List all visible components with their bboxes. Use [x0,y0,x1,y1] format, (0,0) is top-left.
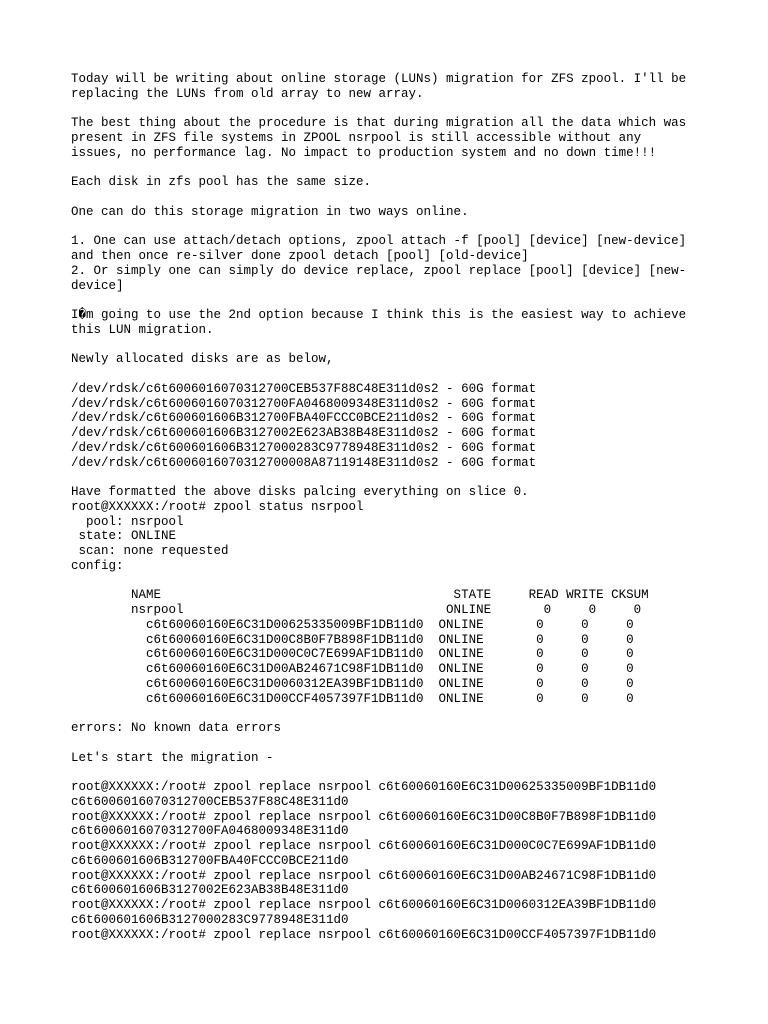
text-line: Newly allocated disks are as below, [71,352,334,367]
text-line: The best thing about the procedure is that during migration all the data which was [71,116,687,131]
blank-line [71,161,761,176]
text-line: c6t6006016070312700FA0468009348E311d0 [71,824,349,839]
text-line: c6t60060160E6C31D00CCF4057397F1DB11d0 ONLINE 0 0 0 [71,691,634,706]
text-line: c6t60060160E6C31D00AB24671C98F1DB11d0 ONLINE 0 0 0 [71,662,634,676]
blank-line [71,574,761,589]
text-line: and then once re-silver done zpool detach [pool] [old-device] [71,249,529,263]
text-line: errors: No known data errors [71,721,282,735]
text-line: 2. Or simply one can simply do device replace, zpool replace [pool] [device] [new- [71,263,687,278]
blank-line [71,338,761,353]
text-line: state: ONLINE [71,529,177,544]
text-line: root@XXXXXX:/root# zpool replace nsrpool c6t60060160E6C31D0060312EA39BF1DB11d0 [71,898,657,912]
document-page [71,72,761,942]
text-line: root@XXXXXX:/root# zpool replace nsrpool c6t60060160E6C31D00C8B0F7B898F1DB11d0 [71,809,657,824]
text-line: Each disk in zfs pool has the same size. [71,175,372,190]
blank-line [71,293,761,308]
text-line: /dev/rdsk/c6t600601606B3127002E623AB38B48E311d0s2 - 60G format [71,426,537,440]
text-line: scan: none requested [71,544,229,558]
text-line: 1. One can use attach/detach options, zpool attach -f [pool] [device] [new-device] [71,234,687,249]
text-line: /dev/rdsk/c6t6006016070312700CEB537F88C48E311d0s2 - 60G format [71,381,537,396]
text-line: root@XXXXXX:/root# zpool replace nsrpool c6t60060160E6C31D00CCF4057397F1DB11d0 [71,927,657,942]
text-line: c6t600601606B3127002E623AB38B48E311d0 [71,883,349,898]
text-line: c6t600601606B312700FBA40FCCC0BCE211d0 [71,853,349,868]
blank-line [71,367,761,382]
text-line: c6t60060160E6C31D00C8B0F7B898F1DB11d0 ONLINE 0 0 0 [71,632,634,647]
text-line: root@XXXXXX:/root# zpool replace nsrpool c6t60060160E6C31D000C0C7E699AF1DB11d0 [71,839,657,853]
text-line: NAME STATE READ WRITE CKSUM [71,588,649,603]
blank-line [71,190,761,205]
blank-line [71,736,761,751]
blank-line [71,102,761,117]
text-line: pool: nsrpool [71,514,184,529]
text-line: root@XXXXXX:/root# zpool replace nsrpool c6t60060160E6C31D00AB24671C98F1DB11d0 [71,868,657,883]
text-line: nsrpool ONLINE 0 0 0 [71,603,642,617]
text-line: Have formatted the above disks palcing everything on slice 0. [71,485,529,499]
text-line: Let's start the migration - [71,750,274,765]
text-line: c6t6006016070312700CEB537F88C48E311d0 [71,794,349,809]
text-line: device] [71,278,124,293]
blank-line [71,470,761,485]
text-line: replacing the LUNs from old array to new array. [71,86,424,101]
text-line: /dev/rdsk/c6t6006016070312700008A87119148E311d0s2 - 60G format [71,455,537,470]
text-line: /dev/rdsk/c6t6006016070312700FA0468009348E311d0s2 - 60G format [71,396,537,411]
blank-line [71,220,761,235]
text-line: I�m going to use the 2nd option because I think this is the easiest way to achieve [71,308,687,322]
text-line: config: [71,558,124,573]
text-line: c6t60060160E6C31D000C0C7E699AF1DB11d0 ONLINE 0 0 0 [71,647,634,662]
text-line: issues, no performance lag. No impact to production system and no down time!!! [71,145,657,160]
text-line: c6t60060160E6C31D00625335009BF1DB11d0 ONLINE 0 0 0 [71,617,634,632]
text-line: root@XXXXXX:/root# zpool status nsrpool [71,499,364,514]
text-line: One can do this storage migration in two ways online. [71,204,469,219]
blank-line [71,706,761,721]
text-line: this LUN migration. [71,322,214,337]
text-line: present in ZFS file systems in ZPOOL nsrpool is still accessible without any [71,131,642,145]
text-line: /dev/rdsk/c6t600601606B3127000283C9778948E311d0s2 - 60G format [71,440,537,455]
text-line: c6t60060160E6C31D0060312EA39BF1DB11d0 ONLINE 0 0 0 [71,676,634,691]
text-line: root@XXXXXX:/root# zpool replace nsrpool c6t60060160E6C31D00625335009BF1DB11d0 [71,780,657,794]
blank-line [71,765,761,780]
text-line: Today will be writing about online storage (LUNs) migration for ZFS zpool. I'll be [71,72,687,86]
text-line: /dev/rdsk/c6t600601606B312700FBA40FCCC0BCE211d0s2 - 60G format [71,411,537,426]
text-line: c6t600601606B3127000283C9778948E311d0 [71,912,349,927]
